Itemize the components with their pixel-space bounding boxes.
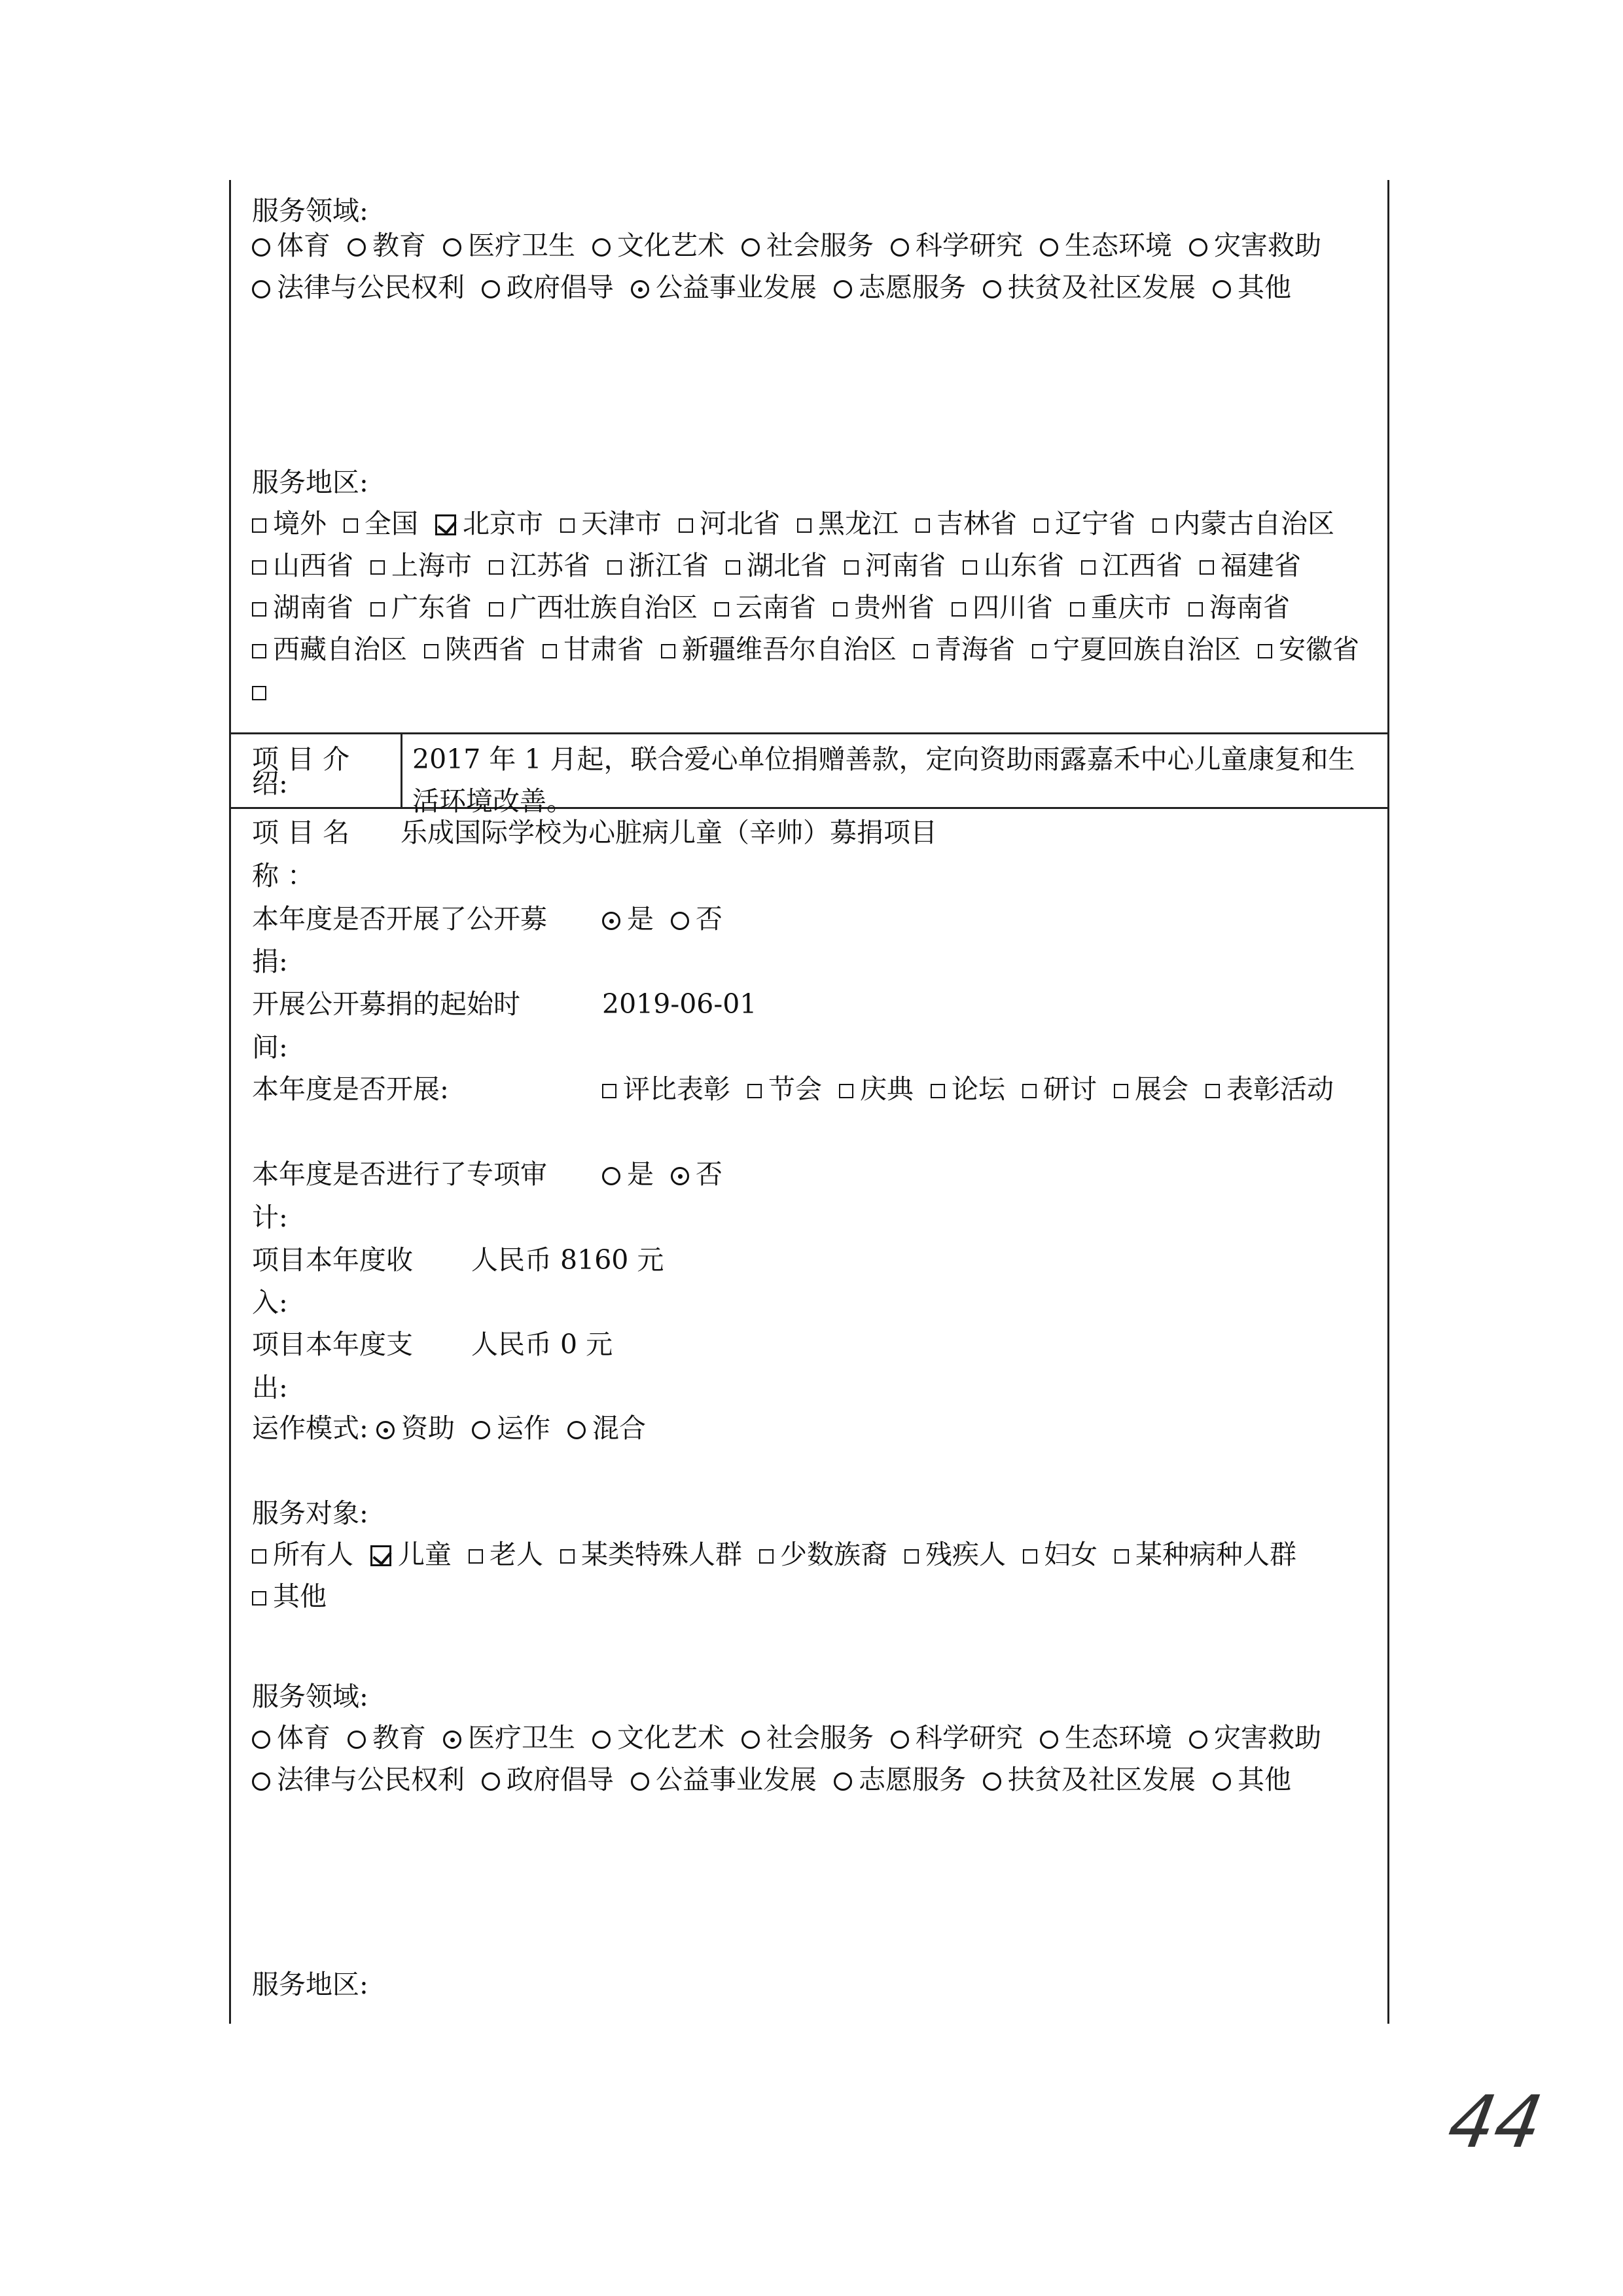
checkbox-option[interactable]: [715, 586, 816, 628]
radio-icon[interactable]: [741, 238, 760, 257]
radio-option[interactable]: [631, 266, 817, 308]
checkbox-option[interactable]: [560, 503, 662, 545]
option-label: 医疗卫生: [468, 230, 575, 261]
checkbox-icon[interactable]: [370, 1545, 391, 1566]
radio-icon[interactable]: [482, 1772, 500, 1791]
checkbox-icon[interactable]: [963, 560, 977, 575]
option-label: 志愿服务: [859, 1764, 966, 1795]
checkbox-option[interactable]: [1034, 503, 1135, 545]
option-label: 残疾人: [925, 1539, 1006, 1570]
radio-option[interactable]: [983, 1759, 1196, 1801]
radio-icon[interactable]: [983, 280, 1001, 298]
checkbox-icon[interactable]: [661, 644, 675, 658]
checkbox-option[interactable]: [963, 545, 1064, 586]
service-region-label: 服务地区:: [252, 467, 368, 498]
checkbox-option[interactable]: [1114, 1068, 1188, 1110]
option-label: 江苏省: [510, 550, 590, 581]
radio-option[interactable]: [671, 1153, 722, 1195]
radio-option[interactable]: [348, 1717, 426, 1759]
checkbox-option[interactable]: [1205, 1068, 1334, 1110]
checkbox-icon[interactable]: [607, 560, 622, 575]
radio-icon[interactable]: [602, 912, 620, 930]
option-label: 否: [696, 1158, 722, 1190]
checkbox-option[interactable]: [370, 545, 472, 586]
radio-icon[interactable]: [1189, 1731, 1207, 1749]
radio-option[interactable]: [592, 224, 724, 266]
checkbox-icon[interactable]: [679, 518, 693, 533]
checkbox-option[interactable]: [1258, 628, 1359, 670]
project-name-label-line2: 称 ：: [252, 860, 315, 891]
checkbox-icon[interactable]: [252, 1549, 266, 1564]
project-service-region-label: 服务地区:: [252, 1969, 368, 2000]
checkbox-option[interactable]: [839, 1068, 914, 1110]
checkbox-option[interactable]: [543, 628, 644, 670]
option-label: 重庆市: [1091, 592, 1171, 623]
radio-icon[interactable]: [348, 238, 366, 257]
radio-option[interactable]: [443, 224, 575, 266]
radio-icon[interactable]: [1040, 1731, 1058, 1749]
checkbox-icon[interactable]: [424, 644, 438, 658]
option-label: 庆典: [860, 1073, 914, 1105]
option-label: 上海市: [391, 550, 472, 581]
radio-option[interactable]: [567, 1407, 646, 1449]
checkbox-icon[interactable]: [560, 518, 575, 533]
radio-icon[interactable]: [472, 1421, 490, 1439]
radio-icon[interactable]: [252, 1731, 270, 1749]
checkbox-option[interactable]: [607, 545, 709, 586]
option-label: 云南省: [736, 592, 816, 623]
checkbox-icon[interactable]: [252, 518, 266, 533]
radio-icon[interactable]: [376, 1421, 395, 1439]
option-label: 其他: [273, 1581, 327, 1612]
option-label: 论坛: [952, 1073, 1005, 1105]
intro-label-line1: 项 目 介: [252, 744, 350, 775]
option-label: 教育: [372, 1722, 426, 1753]
radio-option[interactable]: [376, 1407, 455, 1449]
radio-icon[interactable]: [602, 1167, 620, 1185]
checkbox-option[interactable]: [252, 670, 273, 712]
checkbox-icon[interactable]: [344, 518, 358, 533]
checkbox-icon[interactable]: [560, 1549, 575, 1564]
option-label: 生态环境: [1065, 1722, 1172, 1753]
radio-icon[interactable]: [482, 280, 500, 298]
checkbox-icon[interactable]: [797, 518, 812, 533]
intro-text: 2017 年 1 月起，联合爱心单位捐赠善款，定向资助雨露嘉禾中心儿童康复和生活环境改善。: [412, 744, 1355, 817]
checkbox-option[interactable]: [916, 503, 1017, 545]
checkbox-option[interactable]: [560, 1534, 742, 1575]
option-label: 文化艺术: [617, 230, 724, 261]
checkbox-option[interactable]: [1200, 545, 1301, 586]
option-label: 灾害救助: [1214, 230, 1321, 261]
radio-icon[interactable]: [252, 280, 270, 298]
option-label: 江西省: [1102, 550, 1183, 581]
start-date-value: 2019-06-01: [602, 988, 757, 1020]
checkbox-icon[interactable]: [489, 560, 503, 575]
checkbox-icon[interactable]: [1205, 1084, 1220, 1098]
radio-icon[interactable]: [1213, 1772, 1231, 1791]
radio-option[interactable]: [252, 1717, 330, 1759]
page-number: 44: [1442, 2080, 1549, 2164]
checkbox-icon[interactable]: [914, 644, 928, 658]
checkbox-option[interactable]: [952, 586, 1053, 628]
option-label: 四川省: [972, 592, 1053, 623]
checkbox-option[interactable]: [252, 545, 353, 586]
radio-icon[interactable]: [443, 1731, 461, 1749]
option-label: 内蒙古自治区: [1173, 508, 1334, 539]
checkbox-icon[interactable]: [1023, 1549, 1037, 1564]
income-label-line2: 入:: [252, 1287, 288, 1318]
checkbox-option[interactable]: [1032, 628, 1241, 670]
radio-option[interactable]: [741, 1717, 874, 1759]
radio-icon[interactable]: [983, 1772, 1001, 1791]
expense-value: 人民币 0 元: [471, 1329, 613, 1360]
checkbox-option[interactable]: [726, 545, 827, 586]
radio-option[interactable]: [602, 1153, 654, 1195]
radio-icon[interactable]: [1040, 238, 1058, 257]
option-label: 公益事业发展: [656, 272, 817, 303]
project-name: 乐成国际学校为心脏病儿童（辛帅）募捐项目: [401, 817, 937, 848]
option-label: 运作: [497, 1412, 550, 1444]
checkbox-icon[interactable]: [252, 686, 266, 700]
intro-divider: [401, 733, 402, 808]
checkbox-icon[interactable]: [435, 514, 456, 535]
radio-option[interactable]: [252, 1759, 465, 1801]
radio-icon[interactable]: [671, 912, 689, 930]
option-label: 是: [627, 1158, 654, 1190]
option-label: 贵州省: [854, 592, 935, 623]
option-label: 扶贫及社区发展: [1008, 1764, 1196, 1795]
radio-icon[interactable]: [834, 1772, 852, 1791]
option-label: 湖南省: [273, 592, 353, 623]
option-label: 黑龙江: [818, 508, 899, 539]
checkbox-option[interactable]: [1152, 503, 1334, 545]
service-region-options: [252, 503, 1378, 712]
checkbox-option[interactable]: [469, 1534, 543, 1575]
option-label: 安徽省: [1279, 634, 1359, 665]
option-label: 评比表彰: [623, 1073, 730, 1105]
option-label: 混合: [592, 1412, 646, 1444]
income-label-line1: 项目本年度收: [252, 1244, 413, 1276]
checkbox-option[interactable]: [344, 503, 418, 545]
checkbox-option[interactable]: [252, 628, 407, 670]
option-label: 所有人: [273, 1539, 353, 1570]
option-label: 老人: [490, 1539, 543, 1570]
service-target-options: [252, 1534, 1378, 1617]
checkbox-option[interactable]: [252, 1534, 353, 1575]
option-label: 天津市: [581, 508, 662, 539]
radio-option[interactable]: [891, 224, 1023, 266]
checkbox-icon[interactable]: [1200, 560, 1214, 575]
checkbox-option[interactable]: [844, 545, 946, 586]
option-label: 资助: [401, 1412, 455, 1444]
radio-icon[interactable]: [567, 1421, 586, 1439]
checkbox-option[interactable]: [252, 586, 353, 628]
option-label: 体育: [277, 1722, 330, 1753]
expense-label-line2: 出:: [252, 1372, 288, 1403]
checkbox-option[interactable]: [797, 503, 899, 545]
radio-option[interactable]: [252, 224, 330, 266]
radio-icon[interactable]: [834, 280, 852, 298]
option-label: 广东省: [391, 592, 472, 623]
checkbox-icon[interactable]: [931, 1084, 945, 1098]
radio-option[interactable]: [1213, 266, 1291, 308]
checkbox-icon[interactable]: [1022, 1084, 1037, 1098]
checkbox-icon[interactable]: [759, 1549, 774, 1564]
option-label: 展会: [1135, 1073, 1188, 1105]
checkbox-option[interactable]: [833, 586, 935, 628]
service-field-label: 服务领域:: [252, 195, 368, 226]
option-label: 妇女: [1044, 1539, 1097, 1570]
option-label: 表彰活动: [1226, 1073, 1334, 1105]
option-label: 科学研究: [916, 230, 1023, 261]
checkbox-option[interactable]: [1188, 586, 1290, 628]
project-service-field-options: [252, 1717, 1378, 1801]
activity-options: [602, 1068, 1381, 1110]
start-time-label-line2: 间:: [252, 1031, 288, 1063]
option-label: 文化艺术: [617, 1722, 724, 1753]
option-label: 甘肃省: [563, 634, 644, 665]
checkbox-option[interactable]: [1115, 1534, 1296, 1575]
checkbox-option[interactable]: [661, 628, 897, 670]
checkbox-icon[interactable]: [1258, 644, 1272, 658]
checkbox-icon[interactable]: [252, 602, 266, 617]
checkbox-option[interactable]: [602, 1068, 730, 1110]
checkbox-icon[interactable]: [1115, 1549, 1129, 1564]
option-label: 医疗卫生: [468, 1722, 575, 1753]
option-label: 公益事业发展: [656, 1764, 817, 1795]
checkbox-icon[interactable]: [1081, 560, 1096, 575]
radio-icon[interactable]: [348, 1731, 366, 1749]
checkbox-option[interactable]: [1070, 586, 1171, 628]
checkbox-option[interactable]: [1022, 1068, 1097, 1110]
checkbox-option[interactable]: [489, 586, 698, 628]
radio-option[interactable]: [252, 266, 465, 308]
option-label: 吉林省: [936, 508, 1017, 539]
checkbox-option[interactable]: [370, 1534, 452, 1575]
expense-label-line1: 项目本年度支: [252, 1329, 413, 1360]
checkbox-option[interactable]: [489, 545, 590, 586]
radio-option[interactable]: [1213, 1759, 1291, 1801]
radio-option[interactable]: [741, 224, 874, 266]
checkbox-icon[interactable]: [952, 602, 966, 617]
option-label: 浙江省: [628, 550, 709, 581]
service-target-label: 服务对象:: [252, 1498, 368, 1529]
service-field-options: [252, 224, 1378, 308]
option-label: 法律与公民权利: [277, 1764, 465, 1795]
checkbox-icon[interactable]: [543, 644, 557, 658]
checkbox-option[interactable]: [252, 503, 327, 545]
radio-option[interactable]: [891, 1717, 1023, 1759]
option-label: 海南省: [1209, 592, 1290, 623]
checkbox-option[interactable]: [1023, 1534, 1097, 1575]
rule-before-intro: [229, 732, 1389, 734]
option-label: 研讨: [1043, 1073, 1097, 1105]
option-label: 广西壮族自治区: [510, 592, 698, 623]
radio-icon[interactable]: [1189, 238, 1207, 257]
checkbox-icon[interactable]: [1070, 602, 1084, 617]
option-label: 北京市: [463, 508, 543, 539]
radio-icon[interactable]: [252, 238, 270, 257]
checkbox-option[interactable]: [252, 1575, 327, 1617]
radio-icon[interactable]: [631, 280, 649, 298]
operation-mode-label: 运作模式:: [252, 1412, 368, 1444]
checkbox-icon[interactable]: [602, 1084, 616, 1098]
radio-icon[interactable]: [1213, 280, 1231, 298]
public-fundraising-options: [602, 898, 740, 940]
checkbox-icon[interactable]: [370, 602, 385, 617]
option-label: 儿童: [398, 1539, 452, 1570]
checkbox-icon[interactable]: [1032, 644, 1046, 658]
intro-label-line2: 绍:: [252, 768, 288, 799]
option-label: 宁夏回族自治区: [1053, 634, 1241, 665]
option-label: 福建省: [1221, 550, 1301, 581]
option-label: 扶贫及社区发展: [1008, 272, 1196, 303]
option-label: 科学研究: [916, 1722, 1023, 1753]
checkbox-option[interactable]: [679, 503, 780, 545]
public-fundraising-label-line2: 捐:: [252, 946, 288, 977]
checkbox-icon[interactable]: [844, 560, 859, 575]
option-label: 教育: [372, 230, 426, 261]
checkbox-icon[interactable]: [747, 1084, 762, 1098]
checkbox-option[interactable]: [931, 1068, 1005, 1110]
option-label: 湖北省: [747, 550, 827, 581]
option-label: 法律与公民权利: [277, 272, 465, 303]
start-time-label-line1: 开展公开募捐的起始时: [252, 988, 520, 1020]
option-label: 体育: [277, 230, 330, 261]
option-label: 社会服务: [766, 230, 874, 261]
radio-icon[interactable]: [631, 1772, 649, 1791]
radio-option[interactable]: [482, 266, 614, 308]
radio-option[interactable]: [482, 1759, 614, 1801]
radio-option[interactable]: [1189, 1717, 1321, 1759]
option-label: 河北省: [700, 508, 780, 539]
option-label: 灾害救助: [1214, 1722, 1321, 1753]
checkbox-icon[interactable]: [726, 560, 740, 575]
checkbox-icon[interactable]: [839, 1084, 853, 1098]
income-value: 人民币 8160 元: [471, 1244, 664, 1276]
checkbox-option[interactable]: [914, 628, 1015, 670]
option-label: 山西省: [273, 550, 353, 581]
option-label: 青海省: [935, 634, 1015, 665]
radio-option[interactable]: [1040, 224, 1172, 266]
operation-mode-options: [376, 1407, 663, 1449]
radio-icon[interactable]: [592, 238, 611, 257]
public-fundraising-label-line1: 本年度是否开展了公开募: [252, 903, 547, 935]
option-label: 某类特殊人群: [581, 1539, 742, 1570]
radio-option[interactable]: [834, 266, 966, 308]
checkbox-option[interactable]: [424, 628, 526, 670]
radio-option[interactable]: [443, 1717, 575, 1759]
option-label: 生态环境: [1065, 230, 1172, 261]
radio-icon[interactable]: [741, 1731, 760, 1749]
option-label: 西藏自治区: [273, 634, 407, 665]
checkbox-icon[interactable]: [252, 644, 266, 658]
checkbox-icon[interactable]: [252, 560, 266, 575]
checkbox-option[interactable]: [435, 503, 543, 545]
radio-option[interactable]: [602, 898, 654, 940]
checkbox-option[interactable]: [1081, 545, 1183, 586]
checkbox-option[interactable]: [759, 1534, 887, 1575]
checkbox-icon[interactable]: [715, 602, 729, 617]
radio-option[interactable]: [834, 1759, 966, 1801]
option-label: 河南省: [865, 550, 946, 581]
activity-label: 本年度是否开展:: [252, 1073, 449, 1105]
checkbox-icon[interactable]: [904, 1549, 919, 1564]
checkbox-icon[interactable]: [1188, 602, 1203, 617]
radio-icon[interactable]: [443, 238, 461, 257]
option-label: 志愿服务: [859, 272, 966, 303]
option-label: 山东省: [984, 550, 1064, 581]
radio-option[interactable]: [983, 266, 1196, 308]
option-label: 境外: [273, 508, 327, 539]
radio-icon[interactable]: [891, 1731, 909, 1749]
checkbox-option[interactable]: [370, 586, 472, 628]
checkbox-icon[interactable]: [252, 1591, 266, 1605]
radio-option[interactable]: [671, 898, 722, 940]
option-label: 节会: [768, 1073, 822, 1105]
radio-option[interactable]: [348, 224, 426, 266]
checkbox-icon[interactable]: [1152, 518, 1167, 533]
audit-options: [602, 1153, 740, 1195]
option-label: 某种病种人群: [1135, 1539, 1296, 1570]
option-label: 否: [696, 903, 722, 935]
option-label: 是: [627, 903, 654, 935]
checkbox-icon[interactable]: [1114, 1084, 1128, 1098]
radio-option[interactable]: [1040, 1717, 1172, 1759]
project-name-label-line1: 项 目 名: [252, 817, 350, 848]
audit-label-line2: 计:: [252, 1202, 288, 1233]
checkbox-icon[interactable]: [916, 518, 930, 533]
radio-icon[interactable]: [891, 238, 909, 257]
checkbox-icon[interactable]: [833, 602, 847, 617]
radio-icon[interactable]: [671, 1167, 689, 1185]
option-label: 政府倡导: [507, 272, 614, 303]
checkbox-icon[interactable]: [489, 602, 503, 617]
radio-option[interactable]: [631, 1759, 817, 1801]
radio-option[interactable]: [472, 1407, 550, 1449]
audit-label-line1: 本年度是否进行了专项审: [252, 1158, 547, 1190]
radio-icon[interactable]: [592, 1731, 611, 1749]
option-label: 辽宁省: [1055, 508, 1135, 539]
radio-icon[interactable]: [252, 1772, 270, 1791]
option-label: 全国: [365, 508, 418, 539]
radio-option[interactable]: [592, 1717, 724, 1759]
option-label: 少数族裔: [780, 1539, 887, 1570]
checkbox-option[interactable]: [747, 1068, 822, 1110]
option-label: 社会服务: [766, 1722, 874, 1753]
option-label: 其他: [1238, 272, 1291, 303]
checkbox-icon[interactable]: [469, 1549, 483, 1564]
project-service-field-label: 服务领域:: [252, 1681, 368, 1712]
option-label: 政府倡导: [507, 1764, 614, 1795]
option-label: 其他: [1238, 1764, 1291, 1795]
radio-option[interactable]: [1189, 224, 1321, 266]
option-label: 陕西省: [445, 634, 526, 665]
checkbox-option[interactable]: [904, 1534, 1006, 1575]
checkbox-icon[interactable]: [1034, 518, 1048, 533]
checkbox-icon[interactable]: [370, 560, 385, 575]
option-label: 新疆维吾尔自治区: [682, 634, 897, 665]
